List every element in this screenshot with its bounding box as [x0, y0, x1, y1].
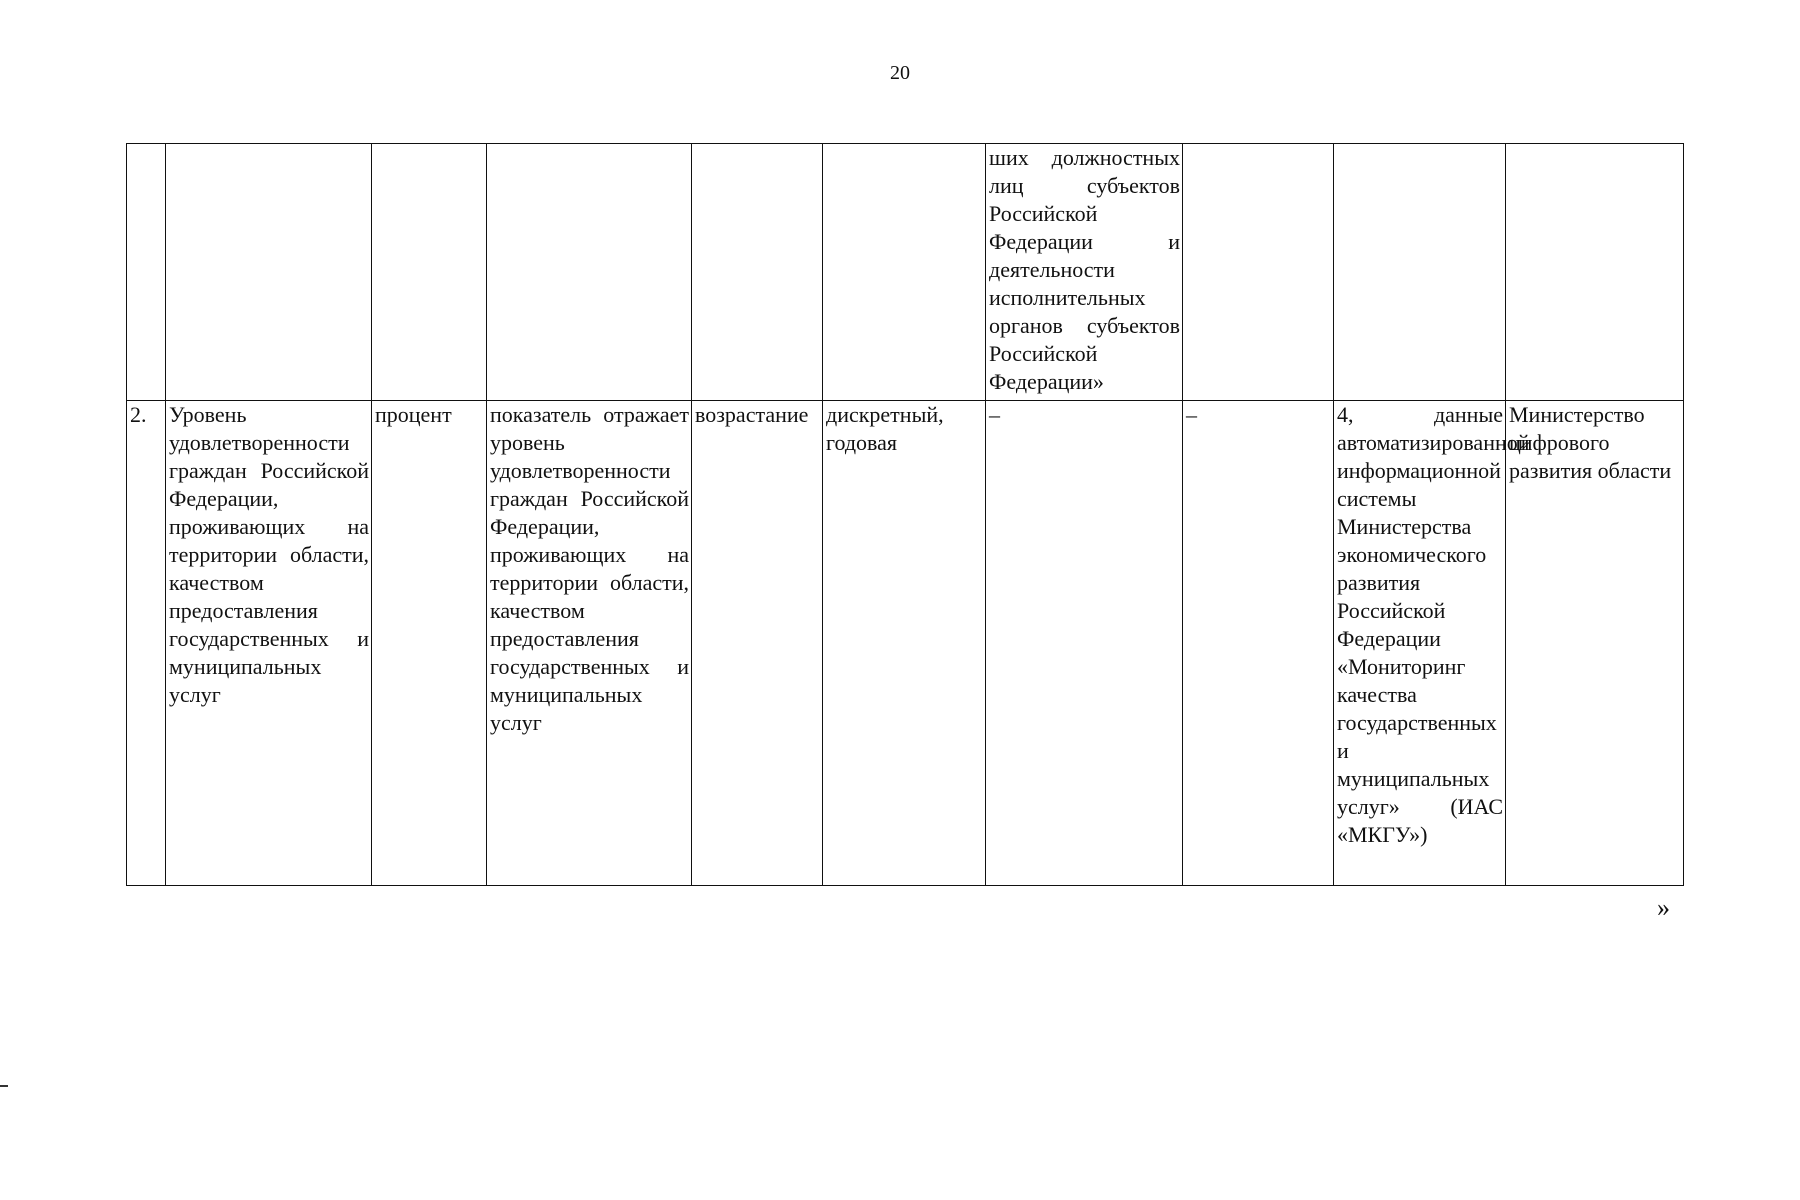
- responsible-body: Министерство цифрового развития области: [1506, 401, 1684, 886]
- closing-quote: »: [1657, 893, 1670, 922]
- table-cell: [823, 144, 986, 401]
- unit-of-measure: процент: [372, 401, 487, 886]
- scan-artifact-dash: [0, 1085, 8, 1087]
- indicator-type: дискретный, годовая: [823, 401, 986, 886]
- table-row: [127, 144, 1684, 401]
- table-cell: [166, 144, 372, 401]
- table-cell: [1183, 144, 1334, 401]
- table-cell: [372, 144, 487, 401]
- table-cell: [487, 144, 692, 401]
- basic-indicators-cell: –: [1183, 401, 1334, 886]
- table-cell: [1334, 144, 1506, 401]
- indicators-table: [126, 143, 1684, 886]
- methodology-cell: –: [986, 401, 1183, 886]
- page-number: 20: [890, 62, 910, 84]
- row-number: 2.: [127, 401, 166, 886]
- indicator-name: Уровень удовлетворенности граждан Российской Федерации, проживающих на территории области, качеством предоставления государственных и муниципальных услуг: [166, 401, 372, 886]
- table-cell: [127, 144, 166, 401]
- data-source: 4, данные автоматизированной информационной системы Министерства экономического развития Российской Федерации «Мониторинг качества государственных и муниципальных услуг» (ИАС «МКГУ»): [1334, 401, 1506, 886]
- indicator-trend: возрастание: [692, 401, 823, 886]
- table-cell-continued-text: ших должностных лиц субъектов Российской Федерации и деятельности исполнительных органов субъектов Российской Федерации»: [986, 144, 1183, 401]
- table-cell: [692, 144, 823, 401]
- indicator-definition: показатель отражает уровень удовлетворенности граждан Российской Федерации, проживающих на территории области, качеством предоставления государственных и муниципальных услуг: [487, 401, 692, 886]
- table-cell: [1506, 144, 1684, 401]
- table-row: [127, 401, 1684, 886]
